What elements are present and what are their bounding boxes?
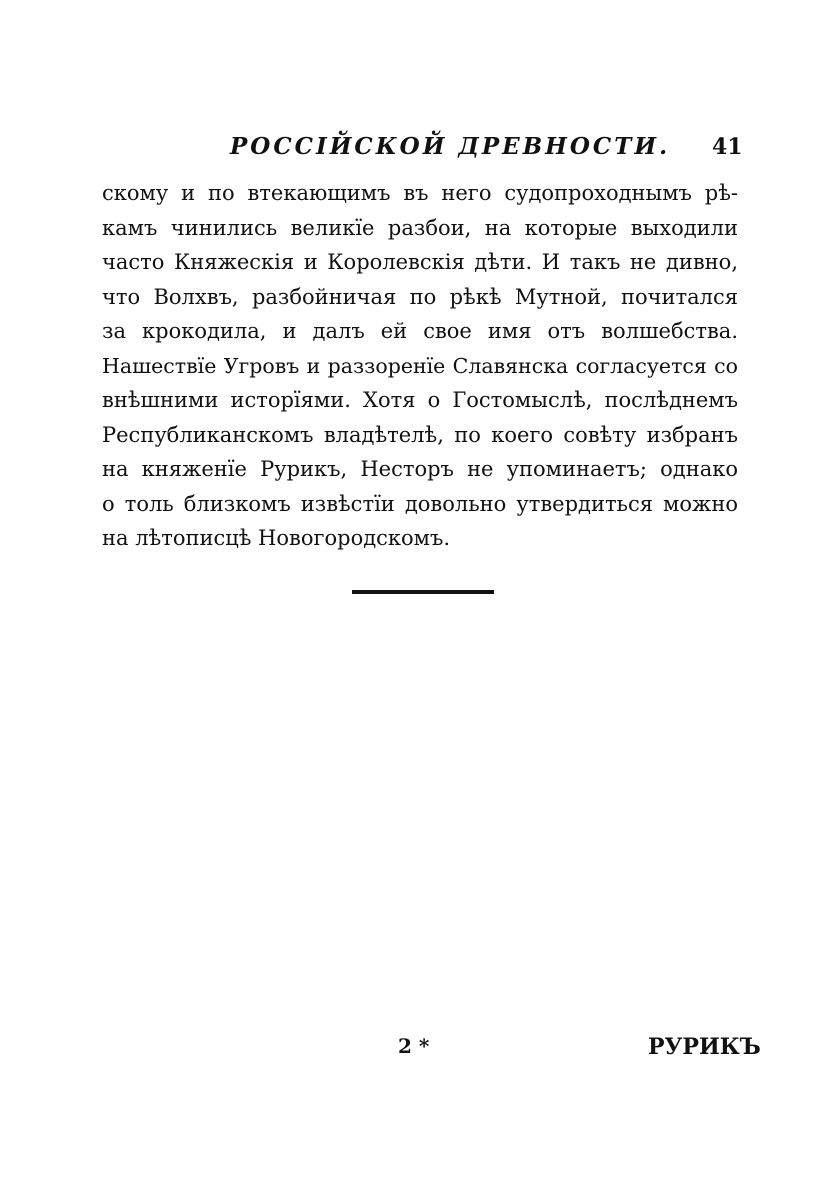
text-line: на княженїе Рурикъ, Несторъ не упоминаетъ; однако <box>102 457 738 481</box>
body-paragraph <box>102 176 738 556</box>
text-line-last: на лѣтописцѣ Новогородскомъ. <box>102 526 451 550</box>
running-head: РОССІЙСКОЙ ДРЕВНОСТИ. <box>230 133 671 160</box>
text-line: о толь близкомъ извѣстїи довольно утвердиться можно <box>102 491 738 516</box>
text-line: внѣшними исторїями. Хотя о Гостомыслѣ, послѣднемъ <box>102 388 738 412</box>
text-line: часто Княжескія и Королевскія дѣти. И такъ не дивно, <box>102 250 738 274</box>
text-line: что Волхвъ, разбойничая по рѣкѣ Мутной, почитался <box>102 284 738 309</box>
text-line: Нашествїе Угровъ и раззоренїе Славянска согласуется со <box>102 353 738 378</box>
text-line: за крокодила, и далъ ей свое имя отъ волшебства. <box>102 319 738 343</box>
text-line: камъ чинились великїе разбои, на которые выходили <box>102 215 738 240</box>
signature-mark: 2 * <box>398 1034 430 1058</box>
page-number: 41 <box>712 134 743 160</box>
section-rule <box>352 590 494 594</box>
text-line: скому и по втекающимъ въ него судопроходнымъ рѣ- <box>102 181 738 205</box>
catchword: РУРИКЪ <box>648 1034 761 1060</box>
text-line: Республиканскомъ владѣтелѣ, по коего совѣту избранъ <box>102 422 738 447</box>
